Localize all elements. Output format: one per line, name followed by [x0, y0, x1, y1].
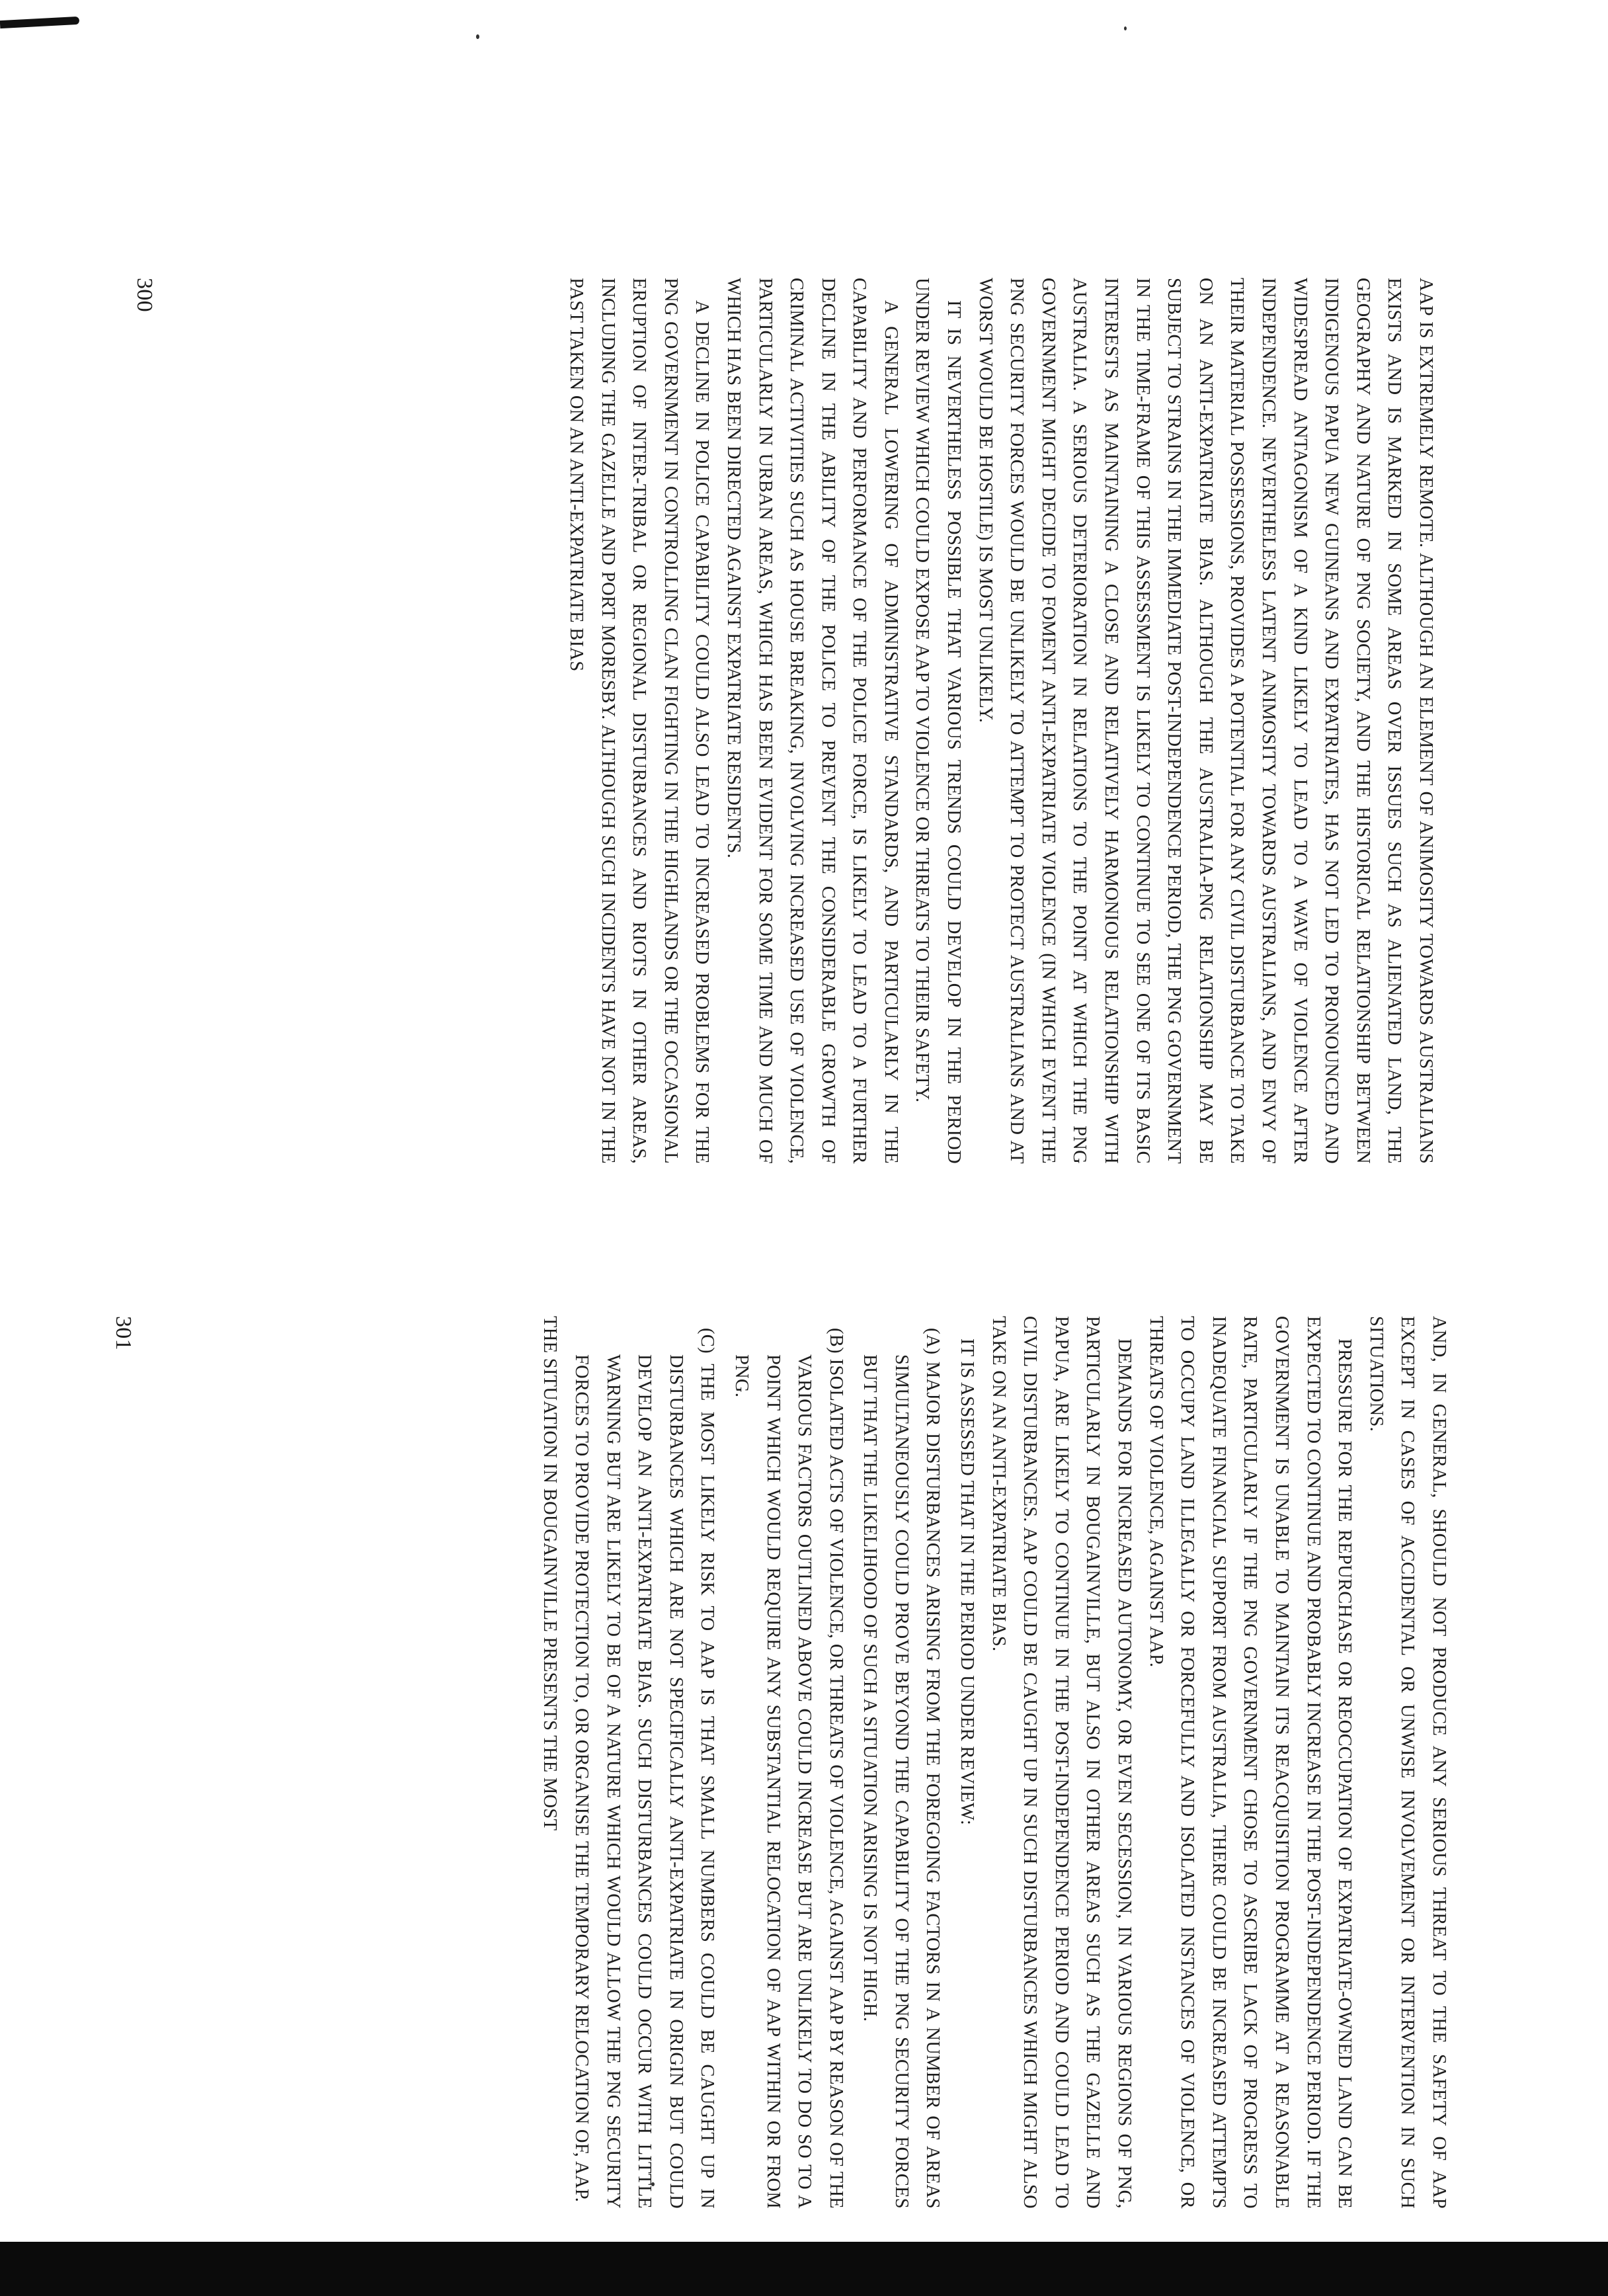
- page-number: 300: [132, 278, 157, 312]
- paragraph: DEMANDS FOR INCREASED AUTONOMY, OR EVEN SECESSION, IN VARIOUS REGIONS OF PNG, PARTICULARLY IN BOUGAINVILLE, BUT ALSO IN OTHER AREAS SUCH AS THE GAZELLE AND PAPUA, ARE LIKELY TO CONTINUE IN THE POST-INDEPENDENCE PERIOD AND COULD LEAD TO CIVIL DISTURBANCES. AAP COULD BE CAUGHT UP IN SUCH DISTURBANCES WHICH MIGHT ALSO TAKE ON AN ANTI-EXPATRIATE BIAS.: [988, 1316, 1135, 2209]
- list-item: (C) THE MOST LIKELY RISK TO AAP IS THAT SMALL NUMBERS COULD BE CAUGHT UP IN DISTURBANCES WHICH ARE NOT SPECIFICALLY ANTI-EXPATRIATE IN ORIGIN BUT COULD DEVELOP AN ANTI-EXPATRIATE BIAS. SUCH DISTURBANCES COULD OCCUR WITH LITTLE WARNING BUT ARE LIKELY TO BE OF A NATURE WHICH WOULD ALLOW THE PNG SECURITY FORCES TO PROVIDE PROTECTION TO, OR ORGANISE THE TEMPORARY RELOCATION OF, AAP.: [571, 1328, 718, 2209]
- page-number: 301: [110, 1316, 136, 1350]
- paragraph: A DECLINE IN POLICE CAPABILITY COULD ALSO LEAD TO INCREASED PROBLEMS FOR THE PNG GOVERNMENT IN CONTROLLING CLAN FIGHTING IN THE HIGHLANDS OR THE OCCASIONAL ERUPTION OF INTER-TRIBAL OR REGIONAL DISTURBANCES AND RIOTS IN OTHER AREAS, INCLUDING THE GAZELLE AND PORT MORESBY. ALTHOUGH SUCH INCIDENTS HAVE NOT IN THE PAST TAKEN ON AN ANTI-EXPATRIATE BIAS: [565, 278, 713, 1164]
- scan-edge-mark: [0, 17, 79, 28]
- scan-bottom-border: [0, 2242, 1608, 2296]
- list-item: (A) MAJOR DISTURBANCES ARISING FROM THE FOREGOING FACTORS IN A NUMBER OF AREAS SIMULTANEOUSLY COULD PROVE BEYOND THE CAPABILITY OF THE PNG SECURITY FORCES BUT THAT THE LIKELIHOOD OF SUCH A SITUATION ARISING IS NOT HIGH.: [860, 1328, 944, 2209]
- left-page: [132, 278, 1441, 1164]
- right-page-text: [110, 1316, 1455, 2209]
- scan-speck: [1124, 26, 1127, 30]
- right-page: [110, 1316, 1455, 2209]
- paragraph: IT IS ASSESSED THAT IN THE PERIOD UNDER REVIEW:: [957, 1338, 978, 1826]
- paragraph: PRESSURE FOR THE REPURCHASE OR REOCCUPATION OF EXPATRIATE-OWNED LAND CAN BE EXPECTED TO CONTINUE AND PROBABLY INCREASE IN THE POST-INDEPENDENCE PERIOD. IF THE GOVERNMENT IS UNABLE TO MAINTAIN ITS REACQUISITION PROGRAMME AT A REASONABLE RATE, PARTICULARLY IF THE PNG GOVERNMENT CHOSE TO ASCRIBE LACK OF PROGRESS TO INADEQUATE FINANCIAL SUPPORT FROM AUSTRALIA, THERE COULD BE INCREASED ATTEMPTS TO OCCUPY LAND ILLEGALLY OR FORCEFULLY AND ISOLATED INSTANCES OF VIOLENCE, OR THREATS OF VIOLENCE, AGAINST AAP.: [1145, 1316, 1355, 2209]
- paragraph: A GENERAL LOWERING OF ADMINISTRATIVE STANDARDS, AND PARTICULARLY IN THE CAPABILITY AND PERFORMANCE OF THE POLICE FORCE, IS LIKELY TO LEAD TO A FURTHER DECLINE IN THE ABILITY OF THE POLICE TO PREVENT THE CONSIDERABLE GROWTH OF CRIMINAL ACTIVITIES SUCH AS HOUSE BREAKING, INVOLVING INCREASED USE OF VIOLENCE, PARTICULARLY IN URBAN AREAS, WHICH HAS BEEN EVIDENT FOR SOME TIME AND MUCH OF WHICH HAS BEEN DIRECTED AGAINST EXPATRIATE RESIDENTS.: [723, 278, 901, 1164]
- paragraph: AAP IS EXTREMELY REMOTE. ALTHOUGH AN ELEMENT OF ANIMOSITY TOWARDS AUSTRALIANS EXISTS AND IS MARKED IN SOME AREAS OVER ISSUES SUCH AS ALIENATED LAND, THE GEOGRAPHY AND NATURE OF PNG SOCIETY, AND THE HISTORICAL RELATIONSHIP BETWEEN INDIGENOUS PAPUA NEW GUINEANS AND EXPATRIATES, HAS NOT LED TO PRONOUNCED AND WIDESPREAD ANTAGONISM OF A KIND LIKELY TO LEAD TO A WAVE OF VIOLENCE AFTER INDEPENDENCE. NEVERTHELESS LATENT ANIMOSITY TOWARDS AUSTRALIANS, AND ENVY OF THEIR MATERIAL POSSESSIONS, PROVIDES A POTENTIAL FOR ANY CIVIL DISTURBANCE TO TAKE ON AN ANTI-EXPATRIATE BIAS. ALTHOUGH THE AUSTRALIA-PNG RELATIONSHIP MAY BE SUBJECT TO STRAINS IN THE IMMEDIATE POST-INDEPENDENCE PERIOD, THE PNG GOVERNMENT IN THE TIME-FRAME OF THIS ASSESSMENT IS LIKELY TO CONTINUE TO SEE ONE OF ITS BASIC INTERESTS AS MAINTAINING A CLOSE AND RELATIVELY HARMONIOUS RELATIONSHIP WITH AUSTRALIA. A SERIOUS DETERIORATION IN RELATIONS TO THE POINT AT WHICH THE PNG GOVERNMENT MIGHT DECIDE TO FOMENT ANTI-EXPATRIATE VIOLENCE (IN WHICH EVENT THE PNG SECURITY FORCES WOULD BE UNLIKELY TO ATTEMPT TO PROTECT AUSTRALIANS AND AT WORST WOULD BE HOSTILE) IS MOST UNLIKELY.: [975, 278, 1436, 1164]
- paragraph: IT IS NEVERTHELESS POSSIBLE THAT VARIOUS TRENDS COULD DEVELOP IN THE PERIOD UNDER REVIEW WHICH COULD EXPOSE AAP TO VIOLENCE OR THREATS TO THEIR SAFETY.: [912, 278, 965, 1164]
- closing-line: THE SITUATION IN BOUGAINVILLE PRESENTS THE MOST: [540, 1316, 561, 1831]
- left-page-text: [132, 278, 1441, 1164]
- paragraph: AND, IN GENERAL, SHOULD NOT PRODUCE ANY SERIOUS THREAT TO THE SAFETY OF AAP EXCEPT IN CASES OF ACCIDENTAL OR UNWISE INVOLVEMENT OR INTERVENTION IN SUCH SITUATIONS.: [1365, 1316, 1449, 2209]
- scan-speck: [476, 34, 479, 39]
- list-item: (B) ISOLATED ACTS OF VIOLENCE, OR THREATS OF VIOLENCE, AGAINST AAP BY REASON OF THE VARIOUS FACTORS OUTLINED ABOVE COULD INCREASE BUT ARE UNLIKELY TO DO SO TO A POINT WHICH WOULD REQUIRE ANY SUBSTANTIAL RELOCATION OF AAP WITHIN OR FROM PNG.: [731, 1328, 846, 2209]
